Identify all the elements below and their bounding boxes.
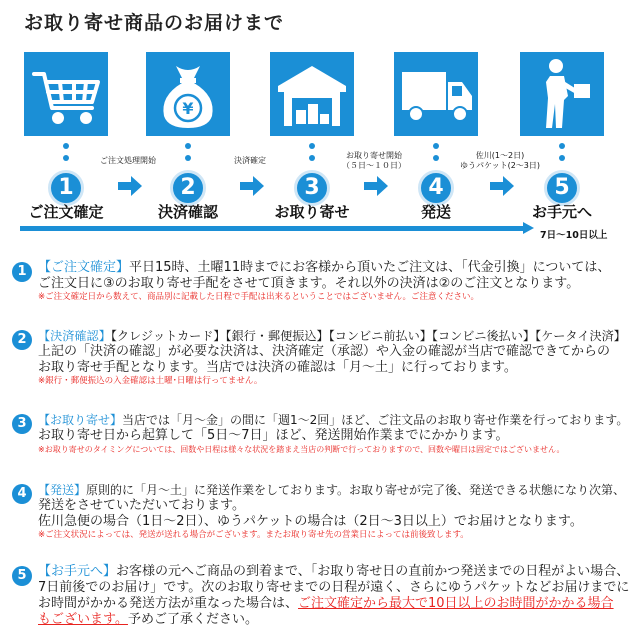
step-1-label: ご注文確定 xyxy=(28,203,104,221)
section-1-number: 1 xyxy=(12,262,32,282)
section-4-line-3: 佐川急便の場合（1日〜2日）、ゆうパケットの場合は（2日〜3日以上）でお届けとなります。 xyxy=(38,514,583,529)
between-label-order-processing: ご注文処理開始 xyxy=(100,156,156,165)
connector-dot xyxy=(309,143,315,149)
section-5-line-2: 7日前後でのお届け」です。次のお取り寄せまでの日程が遠く、さらにゆうパケットなどお届けまでに xyxy=(38,580,630,595)
section-2-line-1: 【クレジットカード】【銀行・郵便振込】【コンビニ前払い】【コンビニ後払い】【ケータイ決済】 xyxy=(110,329,626,343)
section-5-tag: 【お手元へ】 xyxy=(38,564,117,579)
connector-dot xyxy=(185,155,191,161)
connector-dot xyxy=(63,155,69,161)
section-4-tag: 【発送】 xyxy=(38,483,87,497)
section-3-line-2: お取り寄せ日から起算して「5日〜7日」ほど、発送開始作業までにかかります。 xyxy=(38,428,509,443)
connector-dot xyxy=(185,143,191,149)
section-4-number: 4 xyxy=(12,484,32,504)
section-4-line-2: 発送をさせていただいております。 xyxy=(38,498,245,513)
step-2-number: 2 xyxy=(170,170,206,206)
section-3-note: ※お取り寄せのタイミングについては、回数や日程は様々な状況を踏まえ当店の判断で行っておりますので、回数や曜日は固定ではございません。 xyxy=(38,445,565,454)
section-3-line-1: 当店では「月〜金」の間に「週1〜2回」ほど、ご注文品のお取り寄せ作業を行っております。 xyxy=(122,413,629,427)
step-5-icon-box xyxy=(520,52,604,136)
section-2-tag: 【決済確認】 xyxy=(38,329,111,343)
section-5-number: 5 xyxy=(12,566,32,586)
section-1-note: ※ご注文確定日から数えて、商品別に記載した日程で手配は出来るということではございません。ご注意ください。 xyxy=(38,292,479,302)
step-3-icon-box xyxy=(270,52,354,136)
connector-dot xyxy=(559,143,565,149)
section-4-note: ※ご注文状況によっては、発送が送れる場合がございます。またお取り寄せ先の営業日によっては前後致します。 xyxy=(38,530,469,540)
section-5-line-1: お客様の元へご商品の到着まで、「お取り寄せ日の直前かつ発送までの日程がよい場合、 xyxy=(116,564,630,579)
section-3-number: 3 xyxy=(12,414,32,434)
page-title: お取り寄せ商品のお届けまで xyxy=(24,12,285,34)
warehouse-icon xyxy=(270,52,354,136)
step-3-number: 3 xyxy=(294,170,330,206)
connector-dot xyxy=(433,155,439,161)
between-label-payment-confirmed: 決済確定 xyxy=(234,156,266,165)
section-2-line-2: 上記の「決済の確認」が必要な決済は、決済確定（承認）や入金の確認が当店で確認できてからの xyxy=(38,344,611,359)
svg-text:¥: ¥ xyxy=(182,99,194,118)
connector-dot xyxy=(63,143,69,149)
section-1-line-2: ご注文日に③のお取り寄せ手配をさせて頂きます。それ以外の決済は②のご注文となります。 xyxy=(38,276,580,291)
section-4-line-1: 原則的に「月〜土」に発送作業をしております。お取り寄せが完了後、発送できる状態になり次第、 xyxy=(86,483,626,497)
step-5-label: お手元へ xyxy=(531,203,593,221)
section-2-number: 2 xyxy=(12,330,32,350)
step-1-number: 1 xyxy=(48,170,84,206)
step-3-label: お取り寄せ xyxy=(274,203,350,221)
section-2-note: ※銀行・郵便振込の入金確認は土曜･日曜は行ってません。 xyxy=(38,376,263,386)
connector-dot xyxy=(433,143,439,149)
timeline-bar xyxy=(20,226,525,231)
between-label-sourcing: お取り寄せ開始 （５日〜１０日） xyxy=(342,151,406,170)
step-4-icon-box xyxy=(394,52,478,136)
between-label-shipping-times: 佐川(1〜2日) ゆうパケット(2〜3日) xyxy=(459,151,541,170)
section-3-tag: 【お取り寄せ】 xyxy=(38,413,123,427)
step-2-icon-box xyxy=(146,52,230,136)
section-5-line-3: お時間がかかる発送方法が重なった場合は、 xyxy=(38,596,299,611)
courier-carrying-box-icon xyxy=(520,52,604,136)
step-1-icon-box xyxy=(24,52,108,136)
section-5-line-4: 予めご了承ください。 xyxy=(127,612,258,627)
connector-dot xyxy=(559,155,565,161)
timeline-duration-label: 7日〜10日以上 xyxy=(540,230,608,241)
shopping-cart-icon xyxy=(24,52,108,136)
section-2-line-3: お取り寄せ手配となります。当店では決済の確認は「月〜土」に行っております。 xyxy=(38,360,517,375)
connector-dot xyxy=(309,155,315,161)
timeline-arrowhead xyxy=(523,222,534,234)
section-1-tag: 【ご注文確定】 xyxy=(38,260,130,275)
section-5-warning-continued: もございます。 xyxy=(38,612,128,627)
step-4-number: 4 xyxy=(418,170,454,206)
step-5-number: 5 xyxy=(544,170,580,206)
step-2-label: 決済確認 xyxy=(157,203,219,221)
money-bag-yen-icon xyxy=(146,52,230,136)
delivery-truck-icon xyxy=(394,52,478,136)
section-5-warning: ご注文確定から最大で10日以上のお時間がかかる場合 xyxy=(298,596,614,611)
step-4-label: 発送 xyxy=(420,203,452,221)
section-1-line-1: 平日15時、土曜11時までにお客様から頂いたご注文は、「代金引換」については、 xyxy=(129,260,611,275)
